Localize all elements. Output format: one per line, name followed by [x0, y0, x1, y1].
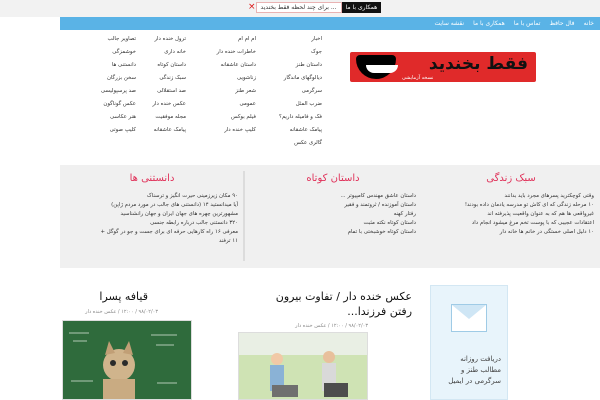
panel-link[interactable]: ۱۱ ترفند	[218, 238, 238, 244]
category-link[interactable]: سبک زندگی	[159, 75, 186, 81]
category-link[interactable]: خانه داری	[164, 49, 186, 55]
site-logo[interactable]	[350, 52, 536, 82]
feature-panels	[60, 165, 600, 268]
panel-link[interactable]: ۹۰ مکان زیرزمینی حیرت انگیز و ترسناک	[146, 193, 238, 199]
panel-short-story	[244, 165, 422, 268]
category-link[interactable]: سرگرمی	[301, 88, 322, 94]
category-link[interactable]: فک و فامیله داریم؟	[278, 114, 322, 120]
panel-link[interactable]: داستان کوتاه خوشبختی با تمام	[347, 229, 416, 235]
panel-title[interactable]: سبک زندگی	[486, 173, 536, 184]
post-title-line[interactable]: عکس خنده دار / تفاوت بیرون	[275, 290, 412, 303]
panel-link[interactable]: داستان کوتاه نکته مثبت	[363, 220, 416, 226]
panel-link[interactable]: داستان عاشق مهندس کامپیوتر ...	[340, 193, 416, 199]
announcement-bar	[245, 1, 381, 13]
panel-trivia	[60, 165, 244, 268]
category-link[interactable]: عمومی	[239, 101, 256, 107]
panel-link[interactable]: وقتی کوچکترید پسرهای مجرد باید بدانند	[504, 193, 594, 199]
category-link[interactable]: داستان کوتاه	[157, 62, 186, 68]
category-link[interactable]: ترول خنده دار	[154, 36, 186, 42]
panel-link[interactable]: مشهورترین چهره های جهان ایران و جهان رانشناسید	[120, 211, 238, 217]
close-icon[interactable]: ×	[248, 2, 256, 12]
category-link[interactable]: صد پرسپولیسی	[100, 88, 136, 94]
panel-title[interactable]: دانستنی ها	[129, 173, 175, 184]
category-link[interactable]: عکس خنده دار	[152, 101, 186, 107]
newsletter-line: سرگرمی در ایمیل	[448, 377, 501, 385]
category-link[interactable]: زناشویی	[236, 75, 256, 81]
post-photo	[238, 333, 367, 400]
post-meta: ۹۸/۰۲/۰۳ / ۱۲:۰۰ / عکس خنده دار	[85, 309, 158, 315]
divider	[243, 171, 244, 261]
panel-link[interactable]: اعتقادات عجیبی که با پوست تخم مرغ میشود انجام داد	[471, 220, 594, 226]
panel-link[interactable]: معرفی ۱۶ راه کارهایی حرفه ای برای جست و جو در گوگل +	[100, 229, 238, 235]
category-link[interactable]: جوک	[311, 49, 322, 55]
panel-title[interactable]: داستان کوتاه	[306, 173, 360, 184]
category-link[interactable]: اخبار	[311, 36, 322, 42]
panel-link[interactable]: داستان آموزنده / ثروتمند و فقیر	[344, 202, 416, 208]
category-link[interactable]: کلیپ صوتی	[109, 127, 136, 133]
category-link[interactable]: فیلم بوکس	[230, 114, 256, 120]
newsletter-box[interactable]	[430, 285, 508, 400]
panel-link[interactable]: ۱۰ مرحله زندگی که ای کاش تو مدرسه یادمان داده بودند!	[464, 202, 594, 208]
category-link[interactable]: دیالوگهای ماندگار	[283, 75, 322, 81]
announcement-message: برای چند لحظه فقط بخندید ...	[256, 2, 342, 13]
category-link[interactable]: گالری عکس	[294, 140, 322, 146]
main-nav	[60, 17, 600, 30]
panel-lifestyle	[422, 165, 600, 268]
panel-link[interactable]: غیرواقعی ها هم که به عنوان واقعیت پذیرفته اند	[487, 211, 594, 217]
category-link[interactable]: خوشمزگی	[112, 49, 136, 55]
post-thumbnail[interactable]	[238, 332, 368, 400]
panel-link[interactable]: آیا میدانستید ۱۴ (دانستنی های جالب در مورد مردم ژاپن)	[111, 202, 238, 208]
category-link[interactable]: صد استقلالی	[157, 88, 186, 94]
nav-item-hafez[interactable]: فال حافظ	[549, 20, 575, 27]
nav-item-home[interactable]: خانه	[583, 20, 594, 27]
nav-item-contact[interactable]: تماس با ما	[513, 20, 541, 27]
category-link[interactable]: پیامک عاشقانه	[289, 127, 322, 133]
category-link[interactable]: تصاویر جالب	[107, 36, 136, 42]
panel-link[interactable]: رفتار کهنه	[393, 211, 416, 217]
category-link[interactable]: سخن بزرگان	[106, 75, 136, 81]
category-column-3	[152, 34, 186, 135]
category-column-2	[217, 34, 256, 135]
cooperate-button[interactable]: همکاری با ما	[342, 2, 382, 13]
category-column-1	[279, 34, 322, 148]
newsletter-line: مطالب طنز و	[460, 366, 501, 374]
category-link[interactable]: داستان عاشقانه	[220, 62, 256, 68]
post-title-line[interactable]: قیافه پسرا	[99, 290, 148, 303]
category-link[interactable]: دانستنی ها	[111, 62, 136, 68]
nav-item-cooperate[interactable]: همکاری با ما	[473, 20, 505, 27]
post-meta: ۹۸/۰۲/۰۳ / ۱۲:۰۰ / عکس خنده دار	[295, 323, 368, 329]
category-link[interactable]: داستان طنز	[295, 62, 322, 68]
nav-item-sitemap[interactable]: نقشه سایت	[434, 20, 465, 27]
post-photo	[62, 321, 191, 400]
post-title-line[interactable]: رفتن فرزندا...	[347, 305, 412, 318]
newsletter-line: دریافت روزانه	[460, 355, 501, 363]
smile-icon	[356, 55, 396, 79]
post-title[interactable]	[99, 289, 148, 304]
panel-link[interactable]: ۱۰ دلیل اصلی خستگی در خانم ها خانه دار	[499, 229, 594, 235]
category-link[interactable]: ام ام ام	[238, 36, 256, 42]
category-link[interactable]: هنر عکاسی	[109, 114, 136, 120]
category-link[interactable]: خاطرات خنده دار	[216, 49, 256, 55]
category-link[interactable]: عکس گوناگون	[103, 101, 136, 107]
category-link[interactable]: مجله موفقیت	[155, 114, 186, 120]
divider	[244, 171, 245, 261]
category-column-4	[101, 34, 136, 135]
category-link[interactable]: کلیپ خنده دار	[224, 127, 256, 133]
newsletter-text	[448, 354, 501, 387]
category-link[interactable]: شعر طنز	[235, 88, 256, 94]
logo-subtitle: نسخه آزمایشی	[402, 75, 434, 81]
panel-link[interactable]: ۳۲۰ دانستنی جالب درباره رابطه جنسی	[150, 220, 238, 226]
post-thumbnail[interactable]	[62, 320, 192, 400]
logo-title: فقط بخندید	[428, 54, 528, 74]
category-link[interactable]: پیامک عاشقانه	[153, 127, 186, 133]
envelope-icon	[451, 304, 487, 332]
top-bar	[0, 0, 600, 17]
post-title[interactable]	[276, 289, 412, 319]
category-link[interactable]: ضرب المثل	[295, 101, 322, 107]
